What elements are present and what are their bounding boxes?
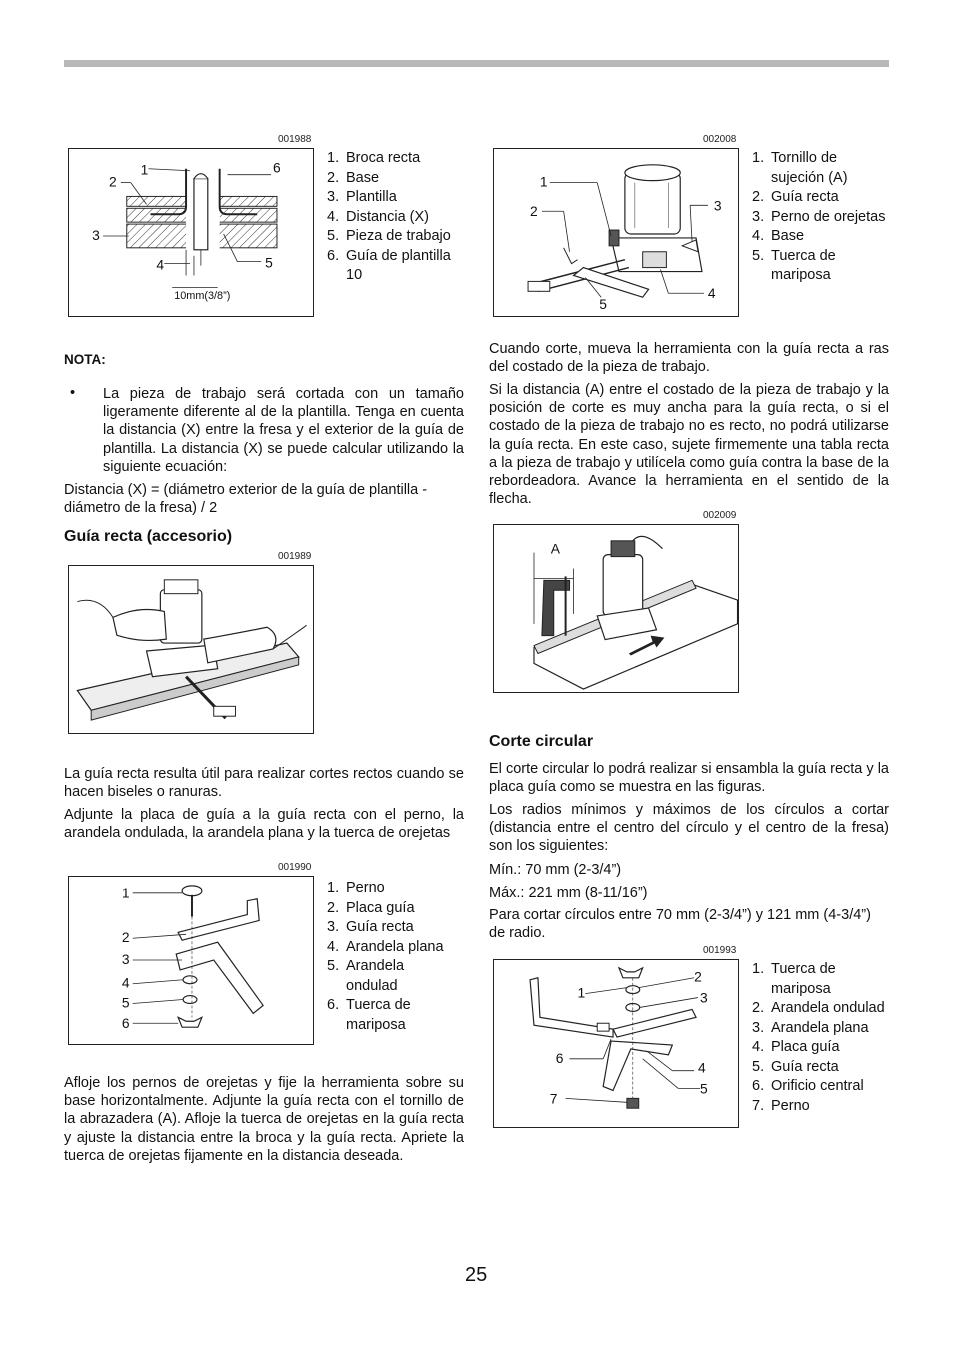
callout-label: 7 (549, 1090, 558, 1107)
callout-label: 2 (530, 203, 538, 220)
figure-code: 002008 (703, 134, 737, 145)
figure-code: 001988 (278, 134, 312, 145)
circular-cut-figure (493, 959, 739, 1128)
figure-code: 001989 (278, 551, 312, 562)
callout-label: 5 (265, 254, 273, 271)
callout-label: 1 (140, 161, 149, 178)
legend-item: 2. Base (327, 169, 380, 186)
callout-label: 6 (273, 159, 281, 176)
legend-item: 1. Perno (327, 880, 385, 896)
paragraph: Afloje los pernos de orejetas y fije la herramienta sobre su base horizontalmente. Adjunte la guía recta con el tornillo de la abrazadera (A). Afloje la tuerca de orejetas en la guía recta y ajuste la distancia entre la broca y la guía recta. Apriete la tuerca de orejetas fijamente en la distancia deseada. (64, 1075, 464, 1164)
legend-item: 6. Tuerca de mariposa (327, 997, 411, 1033)
legend-item: 5. Tuerca de mariposa (752, 247, 836, 283)
figure-legend (752, 960, 892, 1116)
callout-label: 3 (699, 989, 708, 1006)
callout-label: 3 (713, 197, 722, 214)
callout-label: 4 (707, 285, 716, 302)
dimension-label: 10mm(3/8”) (174, 290, 231, 303)
guide-usage-drawing (69, 566, 313, 733)
paragraph: Si la distancia (A) entre el costado de la pieza de trabajo y la posición de corte es muy ancha para la guía recta, o si el costado de la pieza de trabajo no es recto, no podrá utilizarse la guía recta. En este caso, sujete firmemente una tabla recta a la pieza de trabajo y utilícela como guía contra la base de la rebordeadora. Avance la herramienta en el sentido de la flecha. (489, 382, 889, 508)
legend-item: 3. Perno de orejetas (752, 208, 886, 225)
clamp-board-drawing (494, 525, 738, 692)
paragraph: Adjunte la placa de guía a la guía recta con el perno, la arandela ondulada, la arandela plana y la tuerca de orejetas (64, 807, 464, 842)
legend-item: 5. Pieza de trabajo (327, 228, 451, 244)
header-rule (64, 60, 889, 67)
figure-code: 001990 (278, 862, 312, 873)
legend-item: 2. Guía recta (752, 189, 839, 205)
guide-usage-figure (68, 565, 314, 734)
figure-legend (752, 149, 892, 286)
clamp-board-figure (493, 524, 739, 693)
legend-item: 5. Arandela ondulad (327, 958, 405, 994)
legend-item: 6. Guía de plantilla 10 (327, 247, 451, 283)
legend-item: 5. Guía recta (752, 1058, 839, 1075)
bullet: • (70, 385, 76, 401)
paragraph: Mín.: 70 mm (2-3/4”) (489, 862, 622, 878)
legend-item: 4. Distancia (X) (327, 208, 429, 225)
template-guide-figure (68, 148, 314, 317)
figure-legend (327, 149, 467, 286)
section-heading-corte: Corte circular (489, 733, 594, 750)
straight-guide-figure (493, 148, 739, 317)
note-title: NOTA: (64, 352, 106, 367)
legend-item: 2. Placa guía (327, 899, 415, 916)
callout-label: 5 (121, 994, 130, 1011)
callout-label: 1 (539, 173, 548, 190)
callout-label: 5 (599, 296, 607, 313)
legend-item: 6. Orificio central (752, 1078, 864, 1094)
callout-label: 6 (555, 1049, 564, 1066)
callout-label: 1 (121, 884, 130, 901)
legend-item: 1. Tuerca de mariposa (752, 961, 836, 997)
paragraph: La guía recta resulta útil para realizar cortes rectos cuando se hacen biseles o ranuras. (64, 766, 464, 801)
callout-label: 2 (694, 968, 702, 985)
callout-label: 3 (121, 950, 130, 967)
circular-cut-drawing (494, 960, 738, 1127)
note-text: La pieza de trabajo será cortada con un tamaño ligeramente diferente al de la plantilla. Tenga en cuenta la distancia (X) entre la fresa y el exterior de la guía de plantilla. La distancia (X) se puede calcular utilizando la siguiente ecuación: (103, 386, 464, 475)
callout-label: 4 (156, 256, 165, 273)
template-guide-drawing (69, 149, 313, 316)
callout-label: 2 (121, 929, 130, 946)
figure-legend (327, 879, 457, 1035)
guide-assembly-figure (68, 876, 314, 1045)
callout-label: 5 (699, 1080, 708, 1097)
legend-item: 2. Arandela ondulad (752, 1000, 885, 1016)
equation: Distancia (X) = (diámetro exterior de la guía de plantilla - diámetro de la fresa) / 2 (64, 482, 428, 517)
legend-item: 1. Broca recta (327, 150, 421, 166)
callout-label: 3 (92, 226, 100, 243)
paragraph: El corte circular lo podrá realizar si ensambla la guía recta y la placa guía como se muestra en las figuras. (489, 761, 889, 796)
page-number: 25 (465, 1264, 488, 1286)
paragraph: Los radios mínimos y máximos de los círculos a cortar (distancia entre el centro del círculo y el centro de la fresa) son los siguientes: (489, 802, 889, 855)
legend-item: 3. Guía recta (327, 919, 414, 935)
callout-label: A (550, 540, 561, 557)
section-heading-guia: Guía recta (accesorio) (64, 528, 233, 545)
paragraph: Cuando corte, mueva la herramienta con la guía recta a ras del costado de la pieza de trabajo. (489, 341, 889, 376)
legend-item: 4. Base (752, 228, 805, 244)
callout-label: 6 (121, 1015, 130, 1032)
straight-guide-drawing (494, 149, 738, 316)
paragraph: Máx.: 221 mm (8-11/16”) (489, 885, 648, 901)
legend-item: 1. Tornillo de sujeción (A) (752, 150, 848, 186)
paragraph: Para cortar círculos entre 70 mm (2-3/4”) y 121 mm (4-3/4”) de radio. (489, 907, 871, 942)
guide-assembly-drawing (69, 877, 313, 1044)
legend-item: 4. Arandela plana (327, 938, 444, 955)
legend-item: 3. Plantilla (327, 189, 397, 205)
legend-item: 3. Arandela plana (752, 1019, 869, 1036)
callout-label: 2 (108, 173, 117, 190)
callout-label: 4 (121, 974, 130, 991)
legend-item: 7. Perno (752, 1097, 810, 1114)
callout-label: 1 (577, 984, 586, 1001)
figure-code: 002009 (703, 510, 737, 521)
callout-label: 4 (698, 1059, 706, 1076)
legend-item: 4. Placa guía (752, 1039, 840, 1055)
figure-code: 001993 (703, 945, 737, 956)
